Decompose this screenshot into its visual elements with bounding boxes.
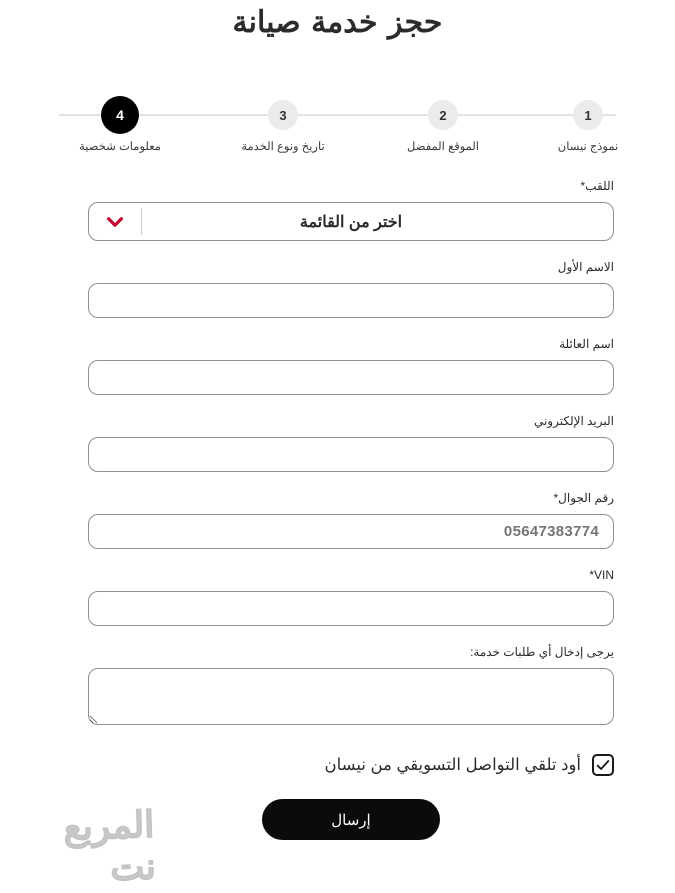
step-1-circle[interactable]: 1 [573, 100, 603, 130]
stepper-step-service-date-type[interactable] [208, 96, 358, 153]
stepper-step-preferred-location[interactable] [368, 96, 518, 153]
marketing-checkbox-label: أود تلقي التواصل التسويقي من نيسان [324, 756, 581, 774]
mobile-input[interactable] [88, 514, 614, 549]
email-field-group [88, 414, 614, 472]
chevron-down-icon[interactable] [89, 203, 141, 240]
family-name-field-group [88, 337, 614, 395]
title-label: اللقب* [580, 179, 614, 193]
marketing-consent-row [88, 754, 614, 776]
step-3-circle[interactable]: 3 [268, 100, 298, 130]
step-1-label: نموذج نيسان [557, 141, 619, 153]
vin-field-group [88, 568, 614, 626]
vin-label: VIN* [589, 568, 614, 582]
title-select-value: اختر من القائمة [299, 213, 403, 231]
title-select[interactable] [88, 202, 614, 241]
stepper-step-nissan-model[interactable] [513, 96, 663, 153]
service-requests-textarea[interactable] [88, 668, 614, 725]
first-name-label: الاسم الأول [557, 260, 614, 274]
email-input[interactable] [88, 437, 614, 472]
service-requests-field-group [88, 645, 614, 730]
wizard-stepper [0, 96, 675, 154]
title-field-group [88, 179, 614, 241]
first-name-input[interactable] [88, 283, 614, 318]
step-2-circle[interactable]: 2 [428, 100, 458, 130]
step-2-label: الموقع المفضل [407, 141, 479, 153]
mobile-field-group [88, 491, 614, 549]
marketing-checkbox[interactable] [592, 754, 614, 776]
page-title: حجز خدمة صيانة [232, 5, 443, 40]
family-name-input[interactable] [88, 360, 614, 395]
stepper-step-personal-info[interactable] [45, 96, 195, 153]
vin-input[interactable] [88, 591, 614, 626]
email-label: البريد الإلكتروني [533, 414, 614, 428]
submit-row [88, 799, 614, 840]
watermark-text: المربع نت [62, 803, 157, 890]
almurabba-watermark-logo [14, 803, 157, 890]
submit-button[interactable]: إرسال [262, 799, 440, 840]
mobile-label: رقم الجوال* [553, 491, 614, 505]
step-3-label: تاريخ ونوع الخدمة [241, 141, 325, 153]
first-name-field-group [88, 260, 614, 318]
service-requests-label: يرجى إدخال أي طلبات خدمة: [470, 645, 614, 659]
select-divider [141, 208, 142, 235]
checkmark-icon [595, 757, 611, 773]
family-name-label: اسم العائلة [559, 337, 614, 351]
personal-info-form [88, 179, 614, 840]
step-4-label: معلومات شخصية [79, 141, 161, 153]
step-4-circle-active[interactable]: 4 [101, 96, 139, 134]
